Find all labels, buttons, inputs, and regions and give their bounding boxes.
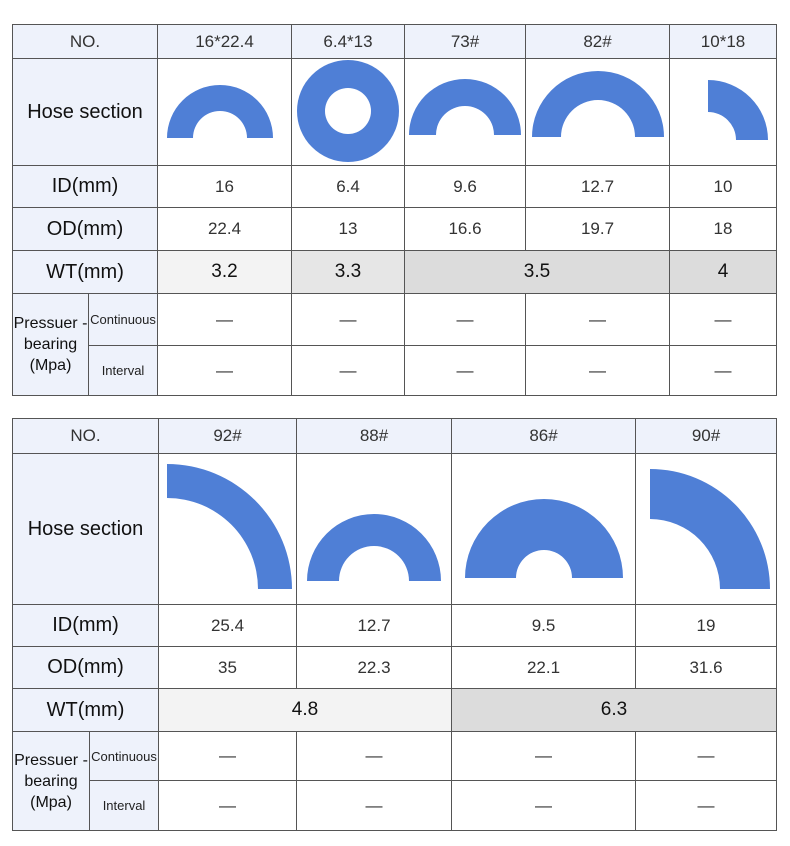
hose-section-cell [292,59,405,166]
hose-spec-table-top [12,24,777,396]
od-label: OD(mm) [13,208,158,251]
continuous-value: — [158,294,292,346]
id-value: 10 [670,166,777,208]
id-value: 9.6 [405,166,526,208]
wt-value: 3.2 [158,251,292,294]
interval-label: Interval [90,781,159,831]
hose-section-shape [158,59,292,165]
continuous-value: — [452,732,636,781]
wt-value: 3.3 [292,251,405,294]
hose-section-shape [405,59,526,165]
hose-section-cell [452,454,636,605]
interval-value: — [452,781,636,831]
continuous-value: — [405,294,526,346]
hose-section-cell [159,454,297,605]
model-header: 73# [405,25,526,59]
od-value: 22.3 [297,647,452,689]
od-value: 22.1 [452,647,636,689]
od-value: 13 [292,208,405,251]
model-header: 90# [636,419,777,454]
id-value: 25.4 [159,605,297,647]
id-value: 9.5 [452,605,636,647]
hose-section-shape [526,59,670,165]
od-label: OD(mm) [13,647,159,689]
continuous-value: — [292,294,405,346]
interval-value: — [526,346,670,396]
hose-section-shape [292,59,405,165]
continuous-value: — [159,732,297,781]
hose-section-cell [297,454,452,605]
continuous-value: — [526,294,670,346]
interval-value: — [670,346,777,396]
od-value: 31.6 [636,647,777,689]
model-header: 10*18 [670,25,777,59]
continuous-value: — [297,732,452,781]
model-header: 6.4*13 [292,25,405,59]
od-value: 19.7 [526,208,670,251]
model-header: 88# [297,419,452,454]
hose-section-cell [670,59,777,166]
interval-value: — [297,781,452,831]
model-header: 92# [159,419,297,454]
no-header: NO. [13,25,158,59]
hose-section-shape [670,59,777,165]
od-value: 22.4 [158,208,292,251]
continuous-label: Continuous [89,294,158,346]
model-header: 82# [526,25,670,59]
id-value: 19 [636,605,777,647]
continuous-value: — [636,732,777,781]
pressure-label: Pressuer -bearing (Mpa) [13,732,90,831]
hose-section-cell [636,454,777,605]
od-value: 16.6 [405,208,526,251]
interval-value: — [405,346,526,396]
id-value: 12.7 [297,605,452,647]
od-value: 18 [670,208,777,251]
model-header: 16*22.4 [158,25,292,59]
interval-value: — [159,781,297,831]
id-value: 16 [158,166,292,208]
pressure-label: Pressuer -bearing (Mpa) [13,294,89,396]
hose-section-cell [158,59,292,166]
interval-value: — [636,781,777,831]
id-value: 12.7 [526,166,670,208]
id-label: ID(mm) [13,166,158,208]
wt-label: WT(mm) [13,251,158,294]
interval-label: Interval [89,346,158,396]
id-label: ID(mm) [13,605,159,647]
hose-spec-table-bottom [12,418,777,831]
hose-section-shape [297,454,452,604]
hose-section-shape [452,454,636,604]
model-header: 86# [452,419,636,454]
hose-section-label: Hose section [13,454,159,605]
hose-section-cell [526,59,670,166]
hose-section-cell [405,59,526,166]
no-header: NO. [13,419,159,454]
wt-value: 6.3 [452,689,777,732]
hose-section-shape [636,454,777,604]
wt-value: 4.8 [159,689,452,732]
interval-value: — [292,346,405,396]
wt-value: 3.5 [405,251,670,294]
wt-label: WT(mm) [13,689,159,732]
continuous-label: Continuous [90,732,159,781]
id-value: 6.4 [292,166,405,208]
interval-value: — [158,346,292,396]
od-value: 35 [159,647,297,689]
wt-value: 4 [670,251,777,294]
continuous-value: — [670,294,777,346]
hose-section-shape [159,454,297,604]
hose-section-label: Hose section [13,59,158,166]
